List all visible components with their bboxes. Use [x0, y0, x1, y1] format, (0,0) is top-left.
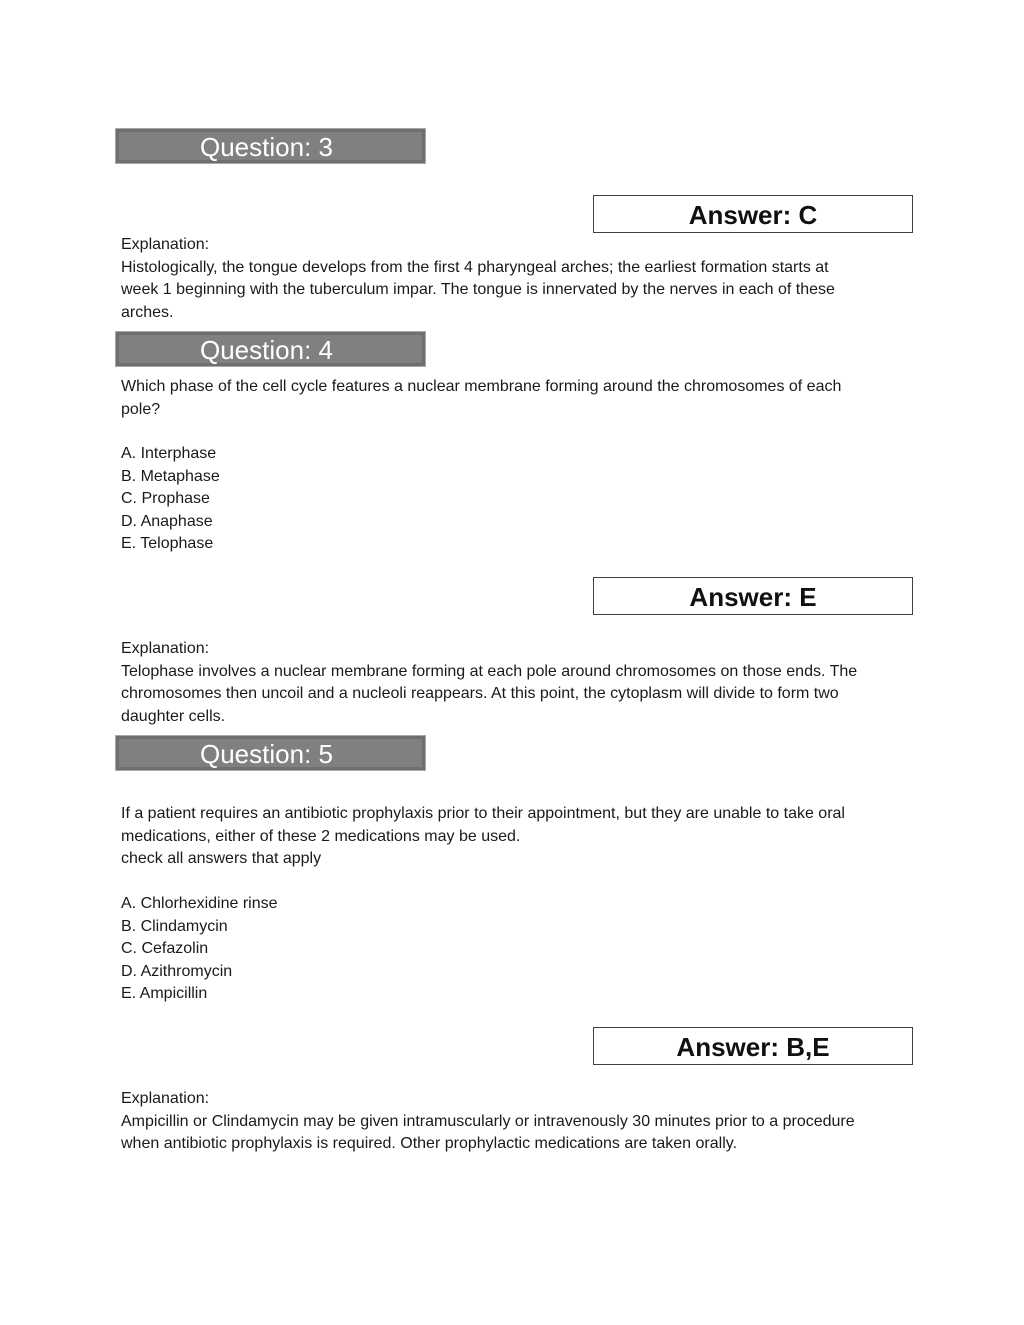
explanation-line: arches. [121, 303, 174, 321]
answer-label: Answer: B,E [676, 1032, 830, 1062]
question-header [115, 735, 426, 771]
option-item: B. Metaphase [121, 467, 220, 485]
answer-box [593, 195, 913, 233]
explanation [121, 638, 911, 728]
option-item: C. Prophase [121, 490, 210, 507]
option-item: E. Ampicillin [121, 985, 208, 1002]
explanation-heading: Explanation: [121, 236, 210, 253]
option-list [121, 443, 911, 556]
option-item: A. Interphase [121, 445, 217, 462]
question-line: Which phase of the cell cycle features a nuclear membrane forming around the chromosomes of each [121, 378, 842, 395]
question-line: If a patient requires an antibiotic prophylaxis prior to their appointment, but they are unable to take oral [121, 805, 845, 822]
explanation-heading: Explanation: [121, 640, 210, 657]
question-header [115, 128, 426, 164]
question-line: pole? [121, 400, 161, 418]
question-number: Question: 5 [200, 739, 333, 769]
answer-label: Answer: C [688, 200, 818, 230]
explanation-line: week 1 beginning with the tuberculum impar. The tongue is innervated by the nerves in each of these [121, 281, 835, 298]
question-line: medications, either of these 2 medications may be used. [121, 827, 521, 845]
explanation-line: when antibiotic prophylaxis is required. Other prophylactic medications are taken orally. [121, 1135, 738, 1152]
option-item: E. Telophase [121, 535, 214, 552]
explanation-line: daughter cells. [121, 707, 226, 725]
question-number: Question: 4 [200, 335, 333, 365]
explanation [121, 234, 911, 324]
option-item: C. Cefazolin [121, 940, 209, 957]
explanation-line: Telophase involves a nuclear membrane forming at each pole around chromosomes on those ends. The [121, 662, 858, 680]
explanation-line: Ampicillin or Clindamycin may be given intramuscularly or intravenously 30 minutes prior to a procedure [121, 1112, 855, 1130]
question-number: Question: 3 [200, 132, 333, 162]
question-instruction: check all answers that apply [121, 850, 322, 867]
question-text [121, 803, 911, 871]
option-item: D. Azithromycin [121, 962, 233, 980]
option-item: A. Chlorhexidine rinse [121, 895, 278, 912]
answer-label: Answer: E [689, 582, 817, 612]
option-list [121, 893, 911, 1006]
question-header [115, 331, 426, 367]
explanation-line: Histologically, the tongue develops from the first 4 pharyngeal arches; the earliest formation starts at [121, 258, 829, 276]
question-text [121, 376, 911, 421]
explanation-line: chromosomes then uncoil and a nucleoli reappears. At this point, the cytoplasm will divide to form two [121, 685, 839, 702]
explanation [121, 1088, 911, 1156]
option-item: B. Clindamycin [121, 917, 228, 935]
option-item: D. Anaphase [121, 512, 213, 530]
answer-box [593, 577, 913, 615]
explanation-heading: Explanation: [121, 1090, 210, 1107]
answer-box [593, 1027, 913, 1065]
